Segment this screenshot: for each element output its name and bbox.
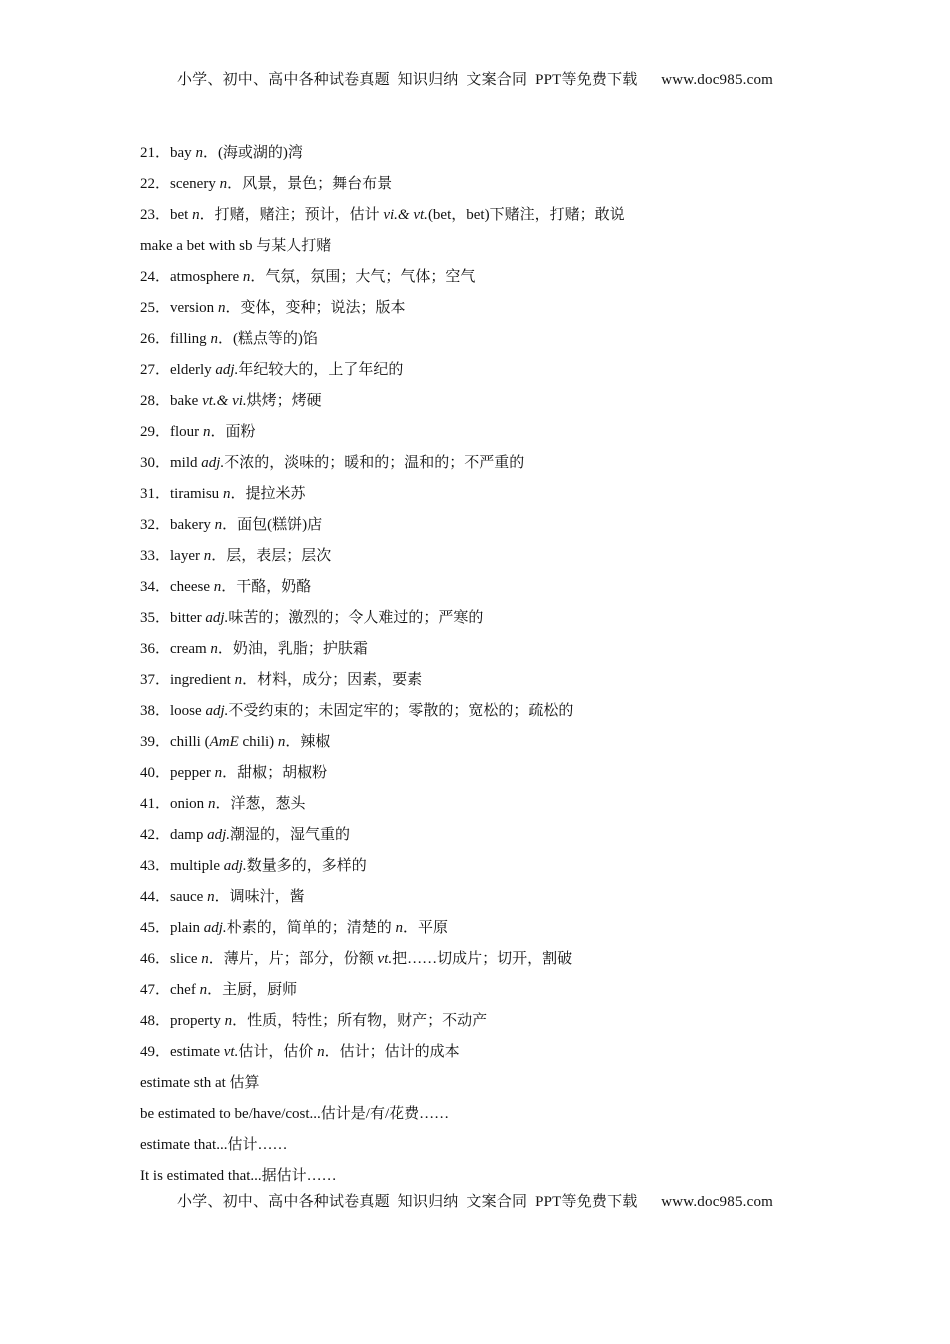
part-of-speech: adj. <box>201 455 225 471</box>
phrase-line <box>140 1134 860 1165</box>
definition: 烘烤；烤硬 <box>246 393 322 409</box>
part-of-speech: n <box>317 1044 325 1060</box>
part-of-speech: adj. <box>215 362 239 378</box>
entry-number: 28． <box>140 393 171 409</box>
vocab-entry <box>140 793 860 824</box>
page-footer: 小学、初中、高中各种试卷真题 知识归纳 文案合同 PPT等免费下载 www.doc985.com <box>176 1194 774 1210</box>
entry-word: cheese <box>170 579 214 595</box>
entry-number: 43． <box>140 858 171 874</box>
entry-number: 44． <box>140 889 171 905</box>
phrase-text: make a bet with sb 与某人打赌 <box>140 238 332 254</box>
vocab-entry <box>140 545 860 576</box>
part-of-speech: n <box>207 796 216 812</box>
definition: 潮湿的，湿气重的 <box>230 827 351 843</box>
part-of-speech: n <box>395 920 403 936</box>
entry-number: 48． <box>140 1013 171 1029</box>
definition: 估计，估价 <box>238 1044 318 1060</box>
definition: ．打赌，赌注；预计，估计 <box>199 207 384 223</box>
part-of-speech: vt. <box>223 1044 239 1060</box>
part-of-speech: n <box>213 579 222 595</box>
entry-number: 23． <box>140 207 171 223</box>
vocab-entry <box>140 297 860 328</box>
definition: ．面粉 <box>210 424 256 440</box>
entry-number: 34． <box>140 579 171 595</box>
phrase-line <box>140 1103 860 1134</box>
entry-word: multiple <box>170 858 224 874</box>
part-of-speech: adj. <box>207 827 231 843</box>
definition: (bet，bet)下赌注，打赌；敢说 <box>427 207 625 223</box>
entry-number: 40． <box>140 765 171 781</box>
vocab-entry <box>140 1041 860 1072</box>
entry-word: onion <box>170 796 208 812</box>
definition: ．奶油，乳脂；护肤霜 <box>217 641 368 657</box>
vocab-entry <box>140 979 860 1010</box>
definition: 年纪较大的，上了年纪的 <box>238 362 404 378</box>
entry-number: 49． <box>140 1044 171 1060</box>
part-of-speech: n <box>214 765 223 781</box>
entry-word: cream <box>170 641 211 657</box>
part-of-speech: n <box>203 548 212 564</box>
entry-number: 22． <box>140 176 171 192</box>
part-of-speech: n <box>192 207 200 223</box>
definition: 数量多的，多样的 <box>246 858 367 874</box>
page-header: 小学、初中、高中各种试卷真题 知识归纳 文案合同 PPT等免费下载 www.doc985.com <box>176 72 774 88</box>
entry-word: damp <box>170 827 208 843</box>
definition: ．洋葱，葱头 <box>215 796 306 812</box>
entry-word: tiramisu <box>170 486 223 502</box>
entry-number: 31． <box>140 486 171 502</box>
part-of-speech: n <box>207 889 215 905</box>
part-of-speech: vi.& vt. <box>383 207 428 223</box>
definition: ．薄片，片；部分，份额 <box>208 951 378 967</box>
entry-word: atmosphere <box>170 269 243 285</box>
part-of-speech: n <box>202 424 211 440</box>
phrase-line <box>140 1072 860 1103</box>
definition: ．主厨，厨师 <box>207 982 298 998</box>
vocab-entry <box>140 328 860 359</box>
vocab-entry <box>140 824 860 855</box>
entry-word: plain <box>170 920 204 936</box>
definition: ．气氛，氛围；大气；气体；空气 <box>250 269 476 285</box>
definition: chili) <box>238 734 278 750</box>
vocab-entry <box>140 886 860 917</box>
definition: 把……切成片；切开，割破 <box>392 951 573 967</box>
entry-word: version <box>170 300 218 316</box>
vocab-entry <box>140 359 860 390</box>
vocab-entry <box>140 204 860 235</box>
part-of-speech: n <box>217 300 226 316</box>
entry-word: scenery <box>170 176 220 192</box>
definition: ．材料，成分；因素，要素 <box>242 672 423 688</box>
vocab-entry <box>140 452 860 483</box>
part-of-speech: n <box>195 145 203 161</box>
part-of-speech: adj. <box>223 858 247 874</box>
part-of-speech: n <box>199 982 208 998</box>
entry-word: filling <box>170 331 211 347</box>
definition: ．甜椒；胡椒粉 <box>222 765 328 781</box>
entry-word: pepper <box>170 765 215 781</box>
entry-number: 30． <box>140 455 171 471</box>
part-of-speech: adj. <box>205 610 229 626</box>
definition: ．平原 <box>402 920 448 936</box>
part-of-speech: adj. <box>205 703 229 719</box>
definition: 味苦的；激烈的；令人难过的；严寒的 <box>228 610 484 626</box>
vocab-entry <box>140 917 860 948</box>
vocab-entry <box>140 142 860 173</box>
part-of-speech: n <box>224 1013 233 1029</box>
vocab-entry <box>140 483 860 514</box>
entry-number: 29． <box>140 424 171 440</box>
entry-word: chef <box>170 982 200 998</box>
definition: ．干酪，奶酪 <box>221 579 312 595</box>
entry-number: 26． <box>140 331 171 347</box>
vocab-entry <box>140 700 860 731</box>
entry-number: 37． <box>140 672 171 688</box>
entry-number: 41． <box>140 796 171 812</box>
vocab-entry <box>140 638 860 669</box>
definition: 朴素的，简单的；清楚的 <box>226 920 396 936</box>
definition: ．面包(糕饼)店 <box>222 517 323 533</box>
definition: ．调味汁，酱 <box>214 889 305 905</box>
phrase-line <box>140 235 860 266</box>
entry-number: 46． <box>140 951 171 967</box>
entry-number: 39． <box>140 734 171 750</box>
entry-word: sauce <box>170 889 208 905</box>
vocabulary-list <box>140 142 860 1196</box>
phrase-text: estimate that...估计…… <box>140 1137 288 1153</box>
vocab-entry <box>140 514 860 545</box>
vocab-entry <box>140 948 860 979</box>
vocab-entry <box>140 669 860 700</box>
part-of-speech: vt. <box>377 951 393 967</box>
entry-number: 33． <box>140 548 171 564</box>
definition: ．性质，特性；所有物，财产；不动产 <box>232 1013 488 1029</box>
part-of-speech: n <box>222 486 231 502</box>
entry-word: bitter <box>170 610 206 626</box>
entry-number: 35． <box>140 610 171 626</box>
vocab-entry <box>140 390 860 421</box>
vocab-entry <box>140 266 860 297</box>
part-of-speech: adj. <box>203 920 227 936</box>
entry-number: 45． <box>140 920 171 936</box>
vocab-entry <box>140 607 860 638</box>
entry-word: flour <box>170 424 203 440</box>
phrase-text: be estimated to be/have/cost...估计是/有/花费…… <box>140 1106 450 1122</box>
entry-word: elderly <box>170 362 216 378</box>
part-of-speech: AmE <box>209 734 239 750</box>
part-of-speech: n <box>242 269 251 285</box>
definition: ．变体，变种；说法；版本 <box>225 300 406 316</box>
part-of-speech: n <box>214 517 223 533</box>
entry-number: 32． <box>140 517 171 533</box>
entry-word: chilli ( <box>170 734 210 750</box>
vocab-entry <box>140 421 860 452</box>
definition: ．估计；估计的成本 <box>324 1044 460 1060</box>
entry-number: 27． <box>140 362 171 378</box>
part-of-speech: n <box>210 641 218 657</box>
entry-word: estimate <box>170 1044 224 1060</box>
entry-word: mild <box>170 455 202 471</box>
entry-number: 25． <box>140 300 171 316</box>
definition: ．(糕点等的)馅 <box>217 331 318 347</box>
entry-word: ingredient <box>170 672 235 688</box>
definition: ．提拉米苏 <box>230 486 306 502</box>
definition: ．层，表层；层次 <box>211 548 332 564</box>
entry-word: slice <box>170 951 202 967</box>
vocab-entry <box>140 173 860 204</box>
definition: ．辣椒 <box>285 734 331 750</box>
entry-number: 38． <box>140 703 171 719</box>
entry-number: 24． <box>140 269 171 285</box>
part-of-speech: n <box>277 734 286 750</box>
part-of-speech: n <box>201 951 209 967</box>
vocab-entry <box>140 731 860 762</box>
entry-word: loose <box>170 703 206 719</box>
entry-word: bake <box>170 393 203 409</box>
part-of-speech: vt.& vi. <box>202 393 247 409</box>
vocab-entry <box>140 1010 860 1041</box>
entry-number: 36． <box>140 641 171 657</box>
part-of-speech: n <box>210 331 218 347</box>
definition: 不受约束的；未固定牢的；零散的；宽松的；疏松的 <box>228 703 574 719</box>
definition: 不浓的，淡味的；暖和的；温和的；不严重的 <box>224 455 525 471</box>
definition: ．(海或湖的)湾 <box>202 145 303 161</box>
phrase-text: estimate sth at 估算 <box>140 1075 260 1091</box>
entry-word: property <box>170 1013 225 1029</box>
entry-word: bet <box>170 207 193 223</box>
part-of-speech: n <box>219 176 228 192</box>
vocab-entry <box>140 855 860 886</box>
entry-number: 21． <box>140 145 171 161</box>
entry-number: 47． <box>140 982 171 998</box>
entry-word: bakery <box>170 517 215 533</box>
phrase-text: It is estimated that...据估计…… <box>140 1168 337 1184</box>
entry-word: bay <box>170 145 196 161</box>
definition: ．风景，景色；舞台布景 <box>227 176 393 192</box>
part-of-speech: n <box>234 672 243 688</box>
vocab-entry <box>140 576 860 607</box>
entry-number: 42． <box>140 827 171 843</box>
vocab-entry <box>140 762 860 793</box>
entry-word: layer <box>170 548 204 564</box>
